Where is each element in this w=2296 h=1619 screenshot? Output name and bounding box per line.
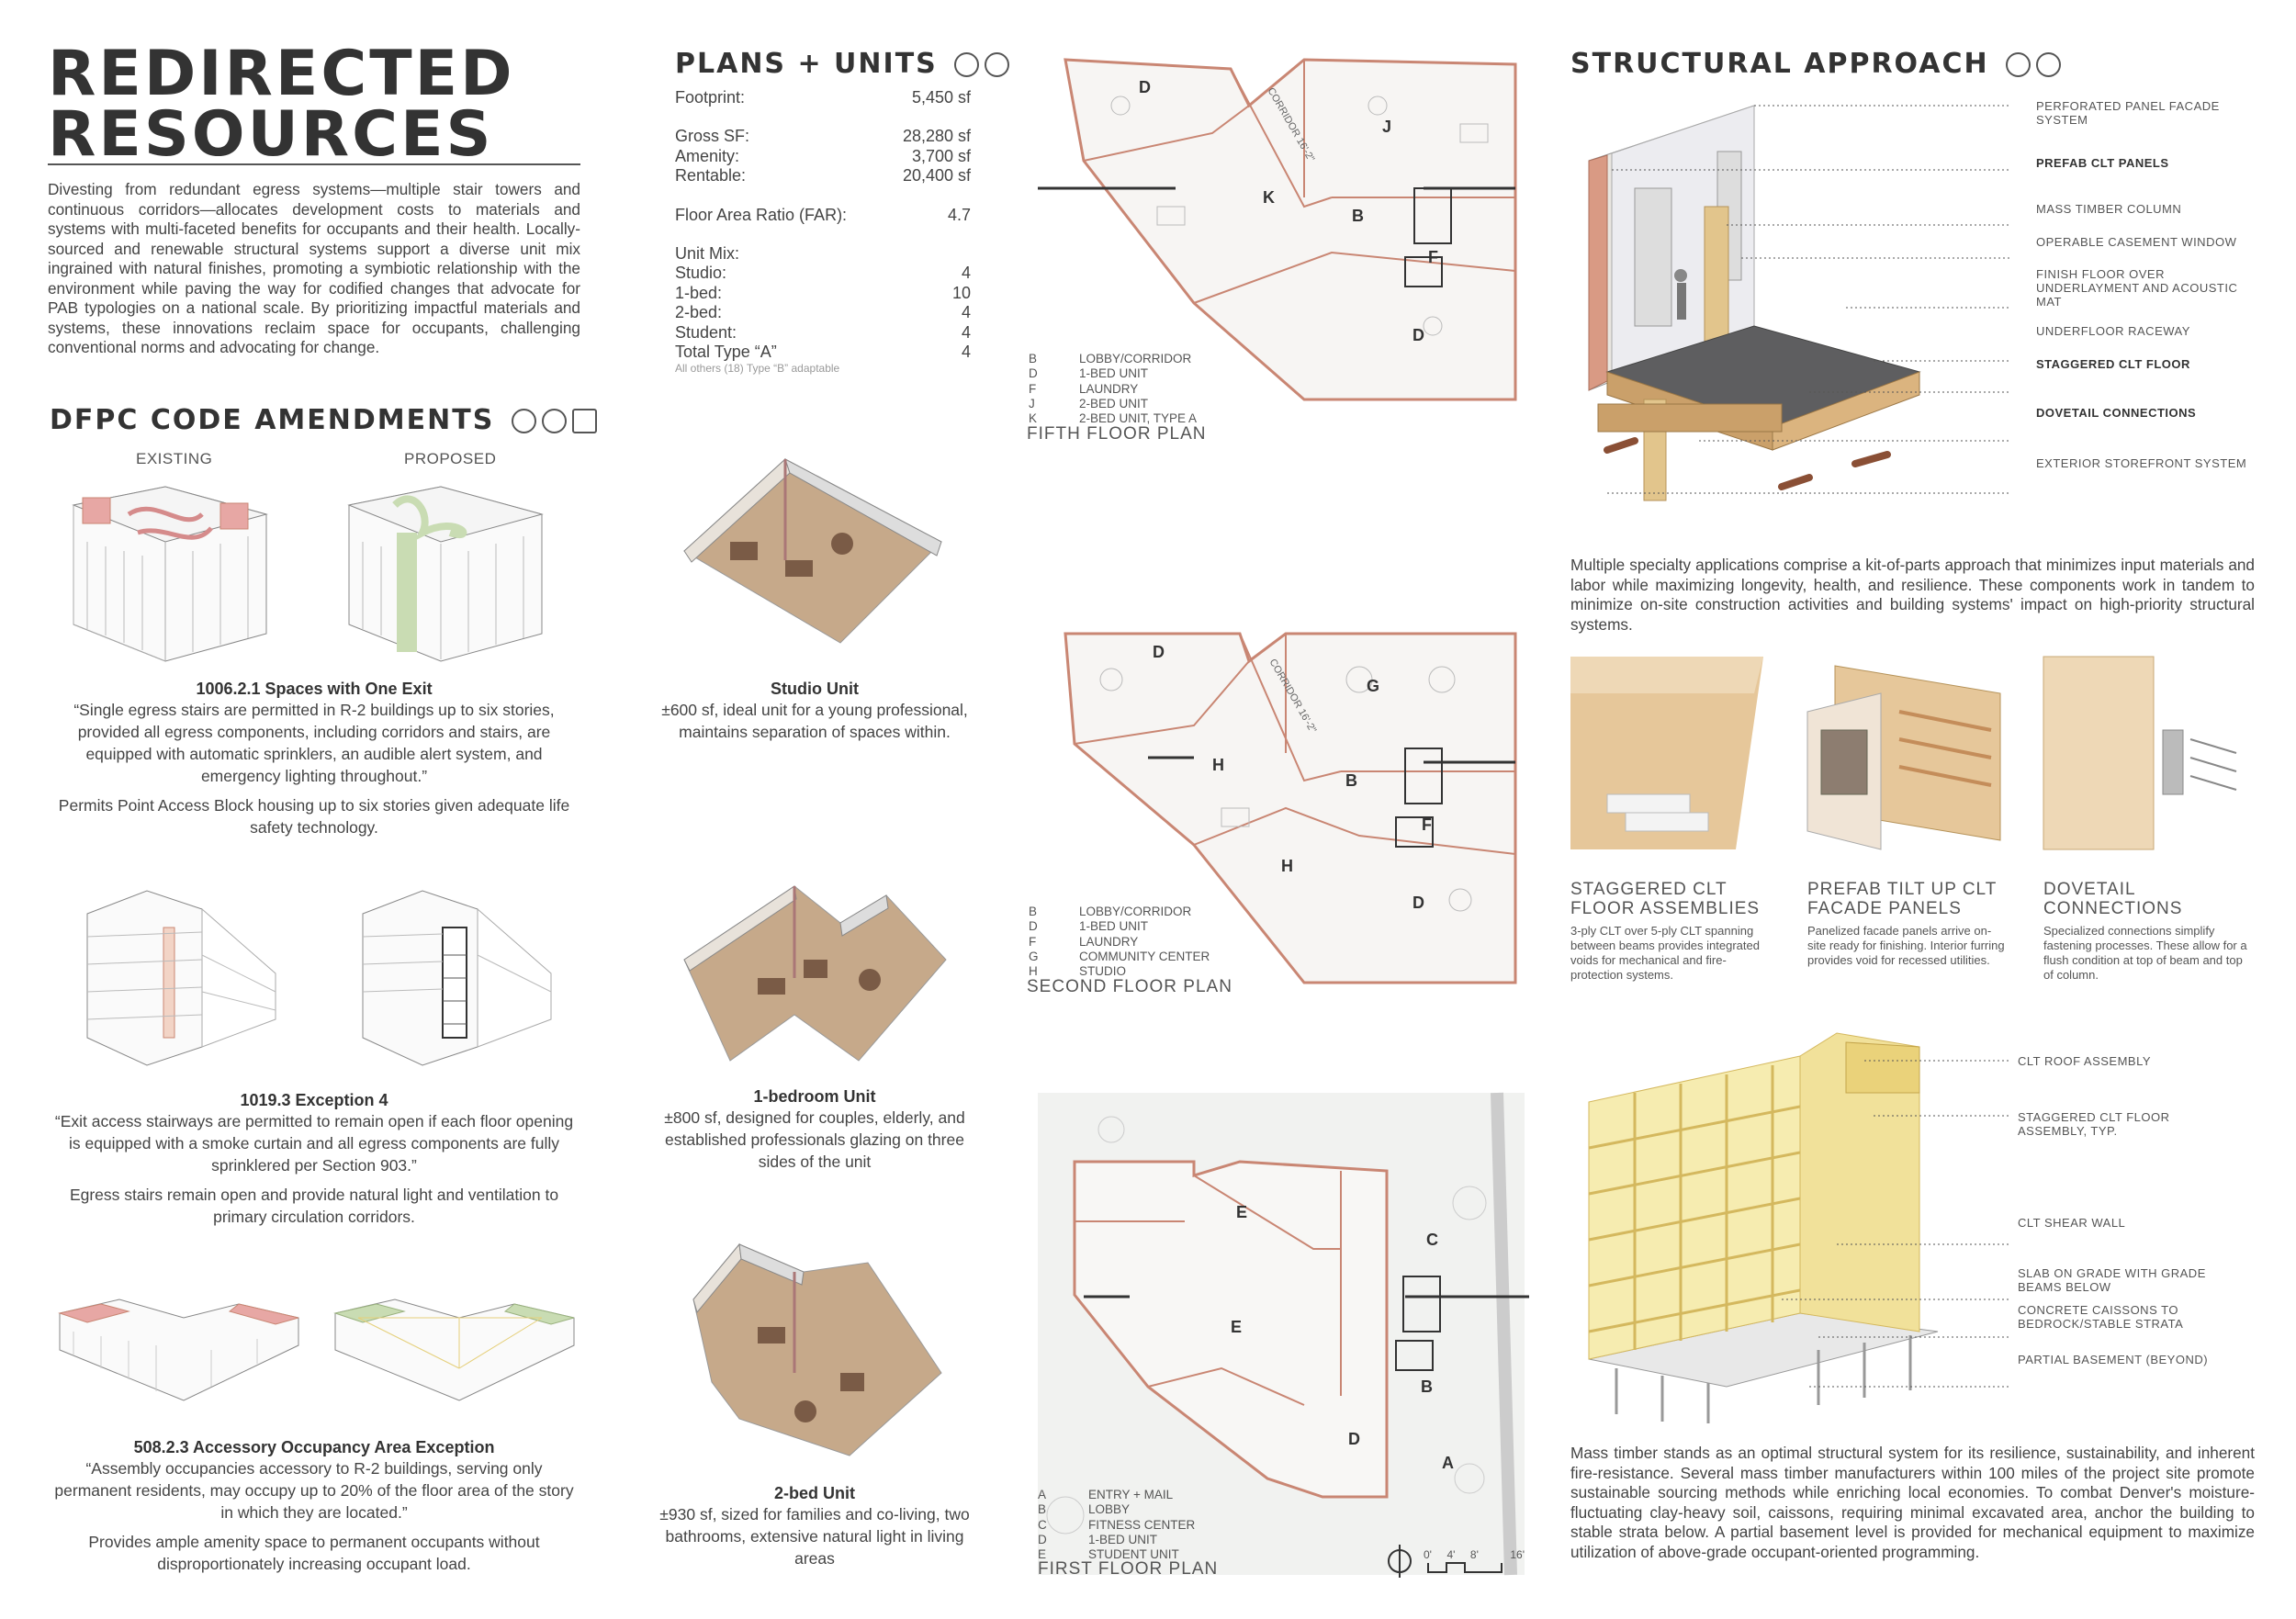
egress-icon — [2006, 52, 2031, 77]
callout-label: SLAB ON GRADE WITH GRADE BEAMS BELOW — [2018, 1266, 2206, 1294]
wall-callouts — [2036, 99, 2275, 470]
room-label: D — [1412, 326, 1424, 344]
unit-card-one-bed — [654, 1087, 975, 1173]
room-label: B — [1352, 207, 1364, 225]
component-title: STAGGERED CLT FLOOR ASSEMBLIES — [1570, 880, 1761, 918]
fifth-floor-title: FIFTH FLOOR PLAN — [1027, 424, 1207, 444]
code-item-quote: “Assembly occupancies accessory to R-2 buildings, serving only permanent residents, may occupy up to 20% of the floor area of the story in which they are located.” — [54, 1459, 574, 1522]
structural-heading: STRUCTURAL APPROACH — [1570, 48, 2061, 80]
unit-card-two-bed — [654, 1484, 975, 1569]
legend-item: H STUDIO — [1029, 964, 1127, 979]
room-label: H — [1212, 756, 1224, 774]
proposed-stair-diagram — [358, 891, 560, 1065]
legend-item: F LAUNDRY — [1029, 934, 1139, 949]
room-label: G — [1367, 677, 1380, 695]
code-item-quote: “Single egress stairs are permitted in R-2 buildings up to six stories, provided all egress components, including corridors and stairs, are equipped with automatic sprinklers, an audible alert system, and emergency lighting throughout.” — [73, 701, 555, 785]
fifth-floor-legend — [1029, 352, 1197, 426]
legend-item: B LOBBY — [1038, 1502, 1131, 1517]
egress-icon — [954, 52, 979, 77]
plans-footnote: All others (18) Type “B” adaptable — [675, 362, 840, 376]
title-rule — [48, 163, 580, 165]
component-title: DOVETAIL CONNECTIONS — [2043, 880, 2183, 918]
clt-floor-image — [1570, 657, 1773, 863]
unit-title: Studio Unit — [771, 680, 859, 698]
legend-item: G COMMUNITY CENTER — [1029, 949, 1210, 963]
one-bed-unit-axo — [675, 877, 951, 1088]
plans-heading: PLANS + UNITS — [675, 48, 1009, 80]
room-label: H — [1281, 857, 1293, 875]
facade-panel-image — [1807, 657, 2009, 863]
legend-item: D 1-BED UNIT — [1038, 1532, 1158, 1546]
callout-label: CLT ROOF ASSEMBLY — [2018, 1054, 2152, 1068]
first-floor-legend — [1038, 1488, 1195, 1562]
stat-row: 1-bed: 10 — [675, 283, 971, 302]
room-label: E — [1236, 1203, 1248, 1221]
code-item-note: Provides ample amenity space to permanent occupants without disproportionately increasing occupant load. — [88, 1533, 540, 1573]
first-floor-title: FIRST FLOOR PLAN — [1038, 1559, 1219, 1579]
legend-item: D 1-BED UNIT — [1029, 366, 1149, 381]
callout-label: MASS TIMBER COLUMN — [2036, 202, 2182, 216]
legend-item: E STUDENT UNIT — [1038, 1547, 1179, 1562]
stat-row: 2-bed: 4 — [675, 303, 971, 322]
callout-label: CONCRETE CAISSONS TO BEDROCK/STABLE STRATA — [2018, 1303, 2184, 1331]
component-desc: 3-ply CLT over 5-ply CLT spanning between beams provides integrated voids for mechanical and fire-protection systems. — [1570, 924, 1760, 982]
room-label: K — [1263, 188, 1275, 207]
legend-item: C FITNESS CENTER — [1038, 1517, 1196, 1532]
code-item-2 — [48, 1091, 580, 1228]
callout-label: PARTIAL BASEMENT (BEYOND) — [2018, 1353, 2209, 1366]
room-label: A — [1442, 1454, 1454, 1472]
dovetail-connection-image — [2043, 657, 2255, 863]
code-item-title: 1019.3 Exception 4 — [240, 1091, 388, 1109]
stat-row: Amenity: 3,700 sf — [675, 146, 971, 165]
existing-egress-diagram — [64, 478, 276, 670]
room-label: D — [1412, 894, 1424, 912]
code-item-1 — [48, 680, 580, 838]
callout-label: DOVETAIL CONNECTIONS — [2036, 406, 2197, 420]
wall-section-axo — [1570, 96, 2048, 510]
room-label: E — [1231, 1318, 1243, 1336]
intro-text: Divesting from redundant egress systems—multiple stair towers and continuous corridors—allocates development costs to materials and systems with multi-faceted benefits for occupants and their health. Locally-sourced and renewable structural systems support a diverse unit mix ingrained with natural finishes, promoting a symbiotic relationship with the environment while paving the way for codified changes that advocate for PAB typologies on a national scale. By prioritizing impactful materials and systems, these innovations reclaim space for occupants, challenging conventional norms and advocating for change. — [48, 180, 580, 356]
legend-item: D 1-BED UNIT — [1029, 919, 1149, 934]
component-facade-panels — [1807, 880, 2009, 968]
callout-label: UNDERFLOOR RACEWAY — [2036, 324, 2190, 338]
component-desc: Specialized connections simplify fastening processes. These allow for a flush condition at top of beam and top of column. — [2043, 924, 2247, 982]
room-label: D — [1139, 78, 1151, 96]
room-label: D — [1153, 643, 1165, 661]
room-label: J — [1382, 118, 1392, 136]
structural-para-1: Multiple specialty applications comprise a kit-of-parts approach that minimizes input materials and labor while maximizing longevity, health, and resilience. These components work in tandem to minimize on-site construction activities and building systems' impact on high-priority structural systems. — [1570, 556, 2255, 634]
unit-title: 1-bedroom Unit — [753, 1087, 876, 1106]
leaf-heart-icon — [2036, 52, 2061, 77]
second-floor-legend — [1029, 905, 1210, 979]
dfpc-heading: DFPC CODE AMENDMENTS — [50, 404, 597, 436]
studio-unit-axo — [675, 441, 951, 652]
room-label: B — [1345, 771, 1357, 790]
room-label: F — [1428, 248, 1438, 266]
two-bed-unit-axo — [684, 1235, 951, 1465]
existing-stair-diagram — [83, 891, 285, 1065]
unit-card-studio — [654, 680, 975, 743]
proposed-label: PROPOSED — [404, 450, 497, 467]
room-label: B — [1421, 1377, 1433, 1396]
legend-item: J 2-BED UNIT — [1029, 396, 1149, 410]
stat-row: Gross SF: 28,280 sf — [675, 127, 971, 146]
legend-item: B LOBBY/CORRIDOR — [1029, 905, 1192, 918]
heart-icon — [542, 409, 567, 433]
stat-row: Studio: 4 — [675, 264, 971, 283]
callout-label: PREFAB CLT PANELS — [2036, 156, 2169, 170]
callout-label: STAGGERED CLT FLOOR ASSEMBLY, TYP. — [2018, 1110, 2170, 1138]
component-dovetail — [2043, 880, 2250, 983]
component-title: PREFAB TILT UP CLT FACADE PANELS — [1807, 880, 1997, 918]
egress-icon — [512, 409, 536, 433]
stat-row: Total Type “A” 4 — [675, 343, 971, 362]
proposed-egress-diagram — [340, 478, 551, 670]
callout-label: OPERABLE CASEMENT WINDOW — [2036, 235, 2237, 249]
callout-label: FINISH FLOOR OVER UNDERLAYMENT AND ACOUSTIC MAT — [2036, 267, 2238, 309]
room-label: D — [1348, 1430, 1360, 1448]
callout-label: STAGGERED CLT FLOOR — [2036, 357, 2190, 371]
unit-desc: ±930 sf, sized for families and co-living, two bathrooms, extensive natural light in living areas — [659, 1505, 970, 1568]
heart-icon — [985, 52, 1009, 77]
legend-item: A ENTRY + MAIL — [1038, 1488, 1174, 1501]
component-clt-floor — [1570, 880, 1763, 983]
mass-timber-frame-axo — [1580, 1038, 2039, 1423]
unit-desc: ±600 sf, ideal unit for a young professional, maintains separation of spaces within. — [661, 701, 968, 741]
legend-item: B LOBBY/CORRIDOR — [1029, 352, 1192, 365]
corridor-label: CORRIDOR 16'-2" — [1266, 657, 1319, 736]
existing-amenity-diagram — [55, 1295, 303, 1414]
callout-label: PERFORATED PANEL FACADE SYSTEM — [2036, 99, 2220, 127]
code-item-note: Permits Point Access Block housing up to six stories given adequate life safety technology. — [58, 796, 570, 837]
grid-icon — [572, 409, 597, 433]
unit-title: 2-bed Unit — [774, 1484, 855, 1502]
room-label: F — [1422, 815, 1432, 834]
second-floor-title: SECOND FLOOR PLAN — [1027, 977, 1232, 996]
corridor-label: CORRIDOR 16'-2" — [1265, 85, 1317, 164]
stat-row: Unit Mix: — [675, 244, 740, 264]
stat-row: Footprint: 5,450 sf — [675, 88, 971, 107]
code-item-title: 508.2.3 Accessory Occupancy Area Exception — [133, 1438, 495, 1456]
proposed-amenity-diagram — [331, 1295, 579, 1414]
legend-item: F LAUNDRY — [1029, 381, 1139, 396]
component-desc: Panelized facade panels arrive on-site ready for finishing. Interior furring provides void for recessed utilities. — [1807, 924, 2005, 967]
stat-row: Floor Area Ratio (FAR): 4.7 — [675, 205, 971, 224]
code-item-note: Egress stairs remain open and provide natural light and ventilation to primary circulation corridors. — [69, 1186, 559, 1226]
existing-label: EXISTING — [136, 450, 213, 467]
scale-bar-labels: 0' 4' 8' 16' — [1424, 1548, 1525, 1561]
page-title: REDIRECTED RESOURCES — [48, 38, 515, 171]
structural-para-2: Mass timber stands as an optimal structural system for its resilience, sustainability, and inherent fire-resistance. Several mass timber manufacturers within 100 miles of the project site promote sustainable sourcing methods while enriching local economies. To combat Denver's moisture-fluctuating clay-heavy soil, caissons, requiring minimal excavated area, anchor the building to stable strata below. A partial basement level is provided for mechanical equipment to maximize utilization of above-grade occupant-oriented programming. — [1570, 1444, 2255, 1561]
plans-stats — [675, 88, 971, 375]
stat-row: Student: 4 — [675, 322, 971, 342]
unit-desc: ±800 sf, designed for couples, elderly, and established professionals glazing on three sides of the unit — [664, 1108, 965, 1171]
code-item-3 — [48, 1438, 580, 1575]
legend-item: K 2-BED UNIT, TYPE A — [1029, 411, 1198, 426]
callout-label: EXTERIOR STOREFRONT SYSTEM — [2036, 456, 2247, 470]
callout-label: CLT SHEAR WALL — [2018, 1216, 2126, 1230]
room-label: C — [1426, 1231, 1438, 1249]
frame-callouts — [2018, 1054, 2266, 1366]
stat-row: Rentable: 20,400 sf — [675, 166, 971, 186]
code-item-quote: “Exit access stairways are permitted to remain open if each floor opening is equipped with a smoke curtain and all egress components are fully sprinklered per Section 903.” — [54, 1112, 574, 1175]
code-item-title: 1006.2.1 Spaces with One Exit — [196, 680, 433, 698]
